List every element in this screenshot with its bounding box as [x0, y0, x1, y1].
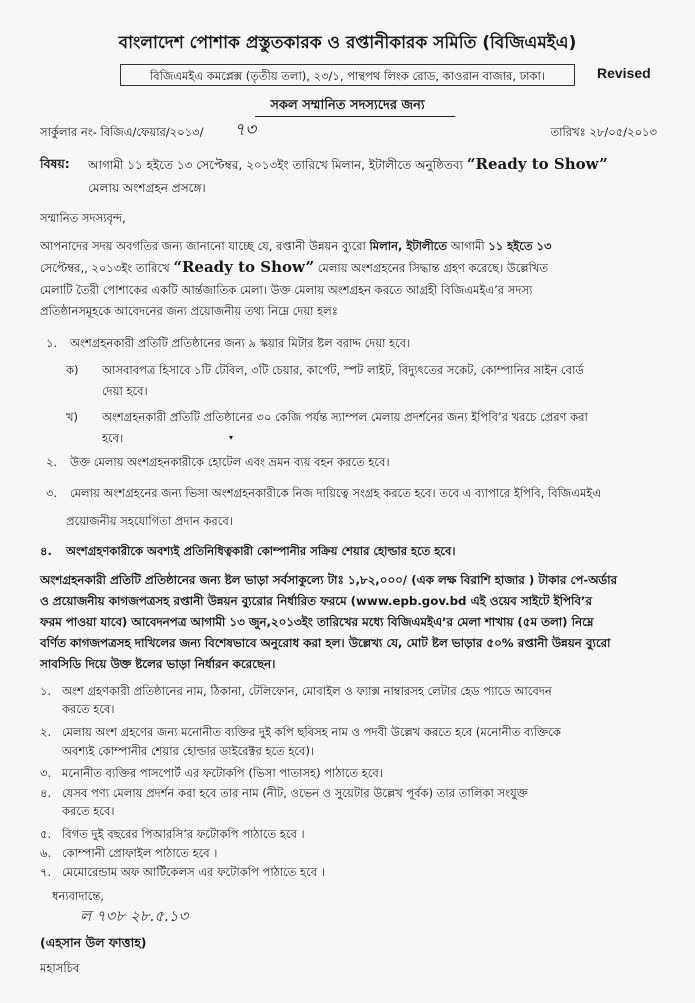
circular-date: তারিখঃ ২৮/০৫/২০১৩ — [550, 125, 657, 139]
signatory-designation: মহাসচিব — [40, 961, 80, 975]
list-item-number: খ) — [66, 410, 79, 424]
document-list-number: ৩. — [40, 766, 52, 780]
intro-line-1 — [40, 236, 551, 256]
document-list-number: ৭. — [40, 865, 52, 879]
list-item: অংশগ্রহনকারী প্রতিটি প্রতিষ্ঠানের জন্য ৯ স্কয়ার মিটার ষ্টল বরাদ্দ দেয়া হবে। — [70, 336, 411, 350]
intro-text: মেলায় অংশগ্রহনের সিদ্ধান্ত গ্রহণ করেছে। উল্লেখিত — [317, 261, 549, 275]
handwritten-signature: ল ৭৩৮ ২৮.৫.১৩ — [80, 907, 189, 925]
list-item-number: ২. — [46, 455, 58, 469]
intro-dates: ১১ হইতে ১৩ — [488, 239, 552, 253]
document-list-number: ৬. — [40, 846, 52, 860]
list-item-number: ক) — [66, 363, 79, 377]
list-item: অংশগ্রহণকারীকে অবশ্যই প্রতিনিধিত্বকারী কোম্পানীর সক্রিয় শেয়ার হোল্ডার হতে হবে। — [66, 544, 456, 558]
subject-line — [88, 154, 608, 175]
list-item-cont: দেয়া হবে। — [102, 384, 148, 398]
subject-text: আগামী ১১ হইতে ১৩ সেপ্টেম্বর, ২০১৩ইং তারিখে মিলান, ইটালীতে অনুষ্ঠিতব্য — [88, 158, 464, 172]
audience-underline — [255, 116, 455, 117]
intro-event-name: “Ready to Show” — [173, 258, 315, 276]
fee-paragraph-line: অংশগ্রহনকারী প্রতিটি প্রতিষ্ঠানের জন্য ষ্টল ভাড়া সর্বসাকুল্যে টাঃ ১,৮২,০০০/ (এক লক্ষ বিরাশি হাজার ) টাকার পে-অর্ডার — [40, 573, 618, 587]
fee-paragraph-line: ও প্রয়োজনীয় কাগজপত্রসহ রপ্তানী উন্নয়ন ব্যুরোর নির্ধারিত ফরমে (www.epb.gov.bd এই ওয়েব সাইটে ইপিবি’র — [40, 594, 592, 608]
intro-line-2 — [40, 257, 548, 278]
document-list-item: অংশ গ্রহণকারী প্রতিষ্ঠানের নাম, ঠিকানা, টেলিফোন, মোবাইল ও ফ্যাক্স নাম্বারসহ লেটার হেড প্যাডে আবেদন — [62, 684, 552, 698]
document-list-cont: অবশ্যই কোম্পানীর শেয়ার হোল্ডার ডাইরেক্টর হতে হবে)। — [62, 744, 315, 758]
audience-heading: সকল সম্মানিত সদস্যদের জন্য — [270, 98, 425, 113]
fee-paragraph-line: ফরম পাওয়া যাবে) আবেদনপত্র আগামী ১৩ জুন,২০১৩ইং তারিখের মধ্যে বিজিএমইএ’র মেলা শাখায় (৫ম তলা) নিম্নে — [40, 615, 594, 629]
subject-label: বিষয়: — [40, 156, 70, 171]
list-item-number: ৩. — [46, 486, 58, 500]
document-list-number: ৪. — [40, 786, 52, 800]
stray-mark-icon: ▾ — [229, 433, 234, 442]
intro-text: আগামী — [450, 239, 485, 253]
document-list-number: ৫. — [40, 827, 52, 841]
document-list-item: মনোনীত ব্যক্তির পাসপোর্ট এর ফটোকপি (ভিসা পাতাসহ) পাঠাতে হবে। — [62, 766, 383, 780]
intro-text: আপনাদের সদয় অবগতির জন্য জানানো যাচ্ছে যে, রপ্তানী উন্নয়ন ব্যুরো — [40, 239, 366, 253]
intro-line-3: মেলাটি তৈরী পোশাকের একটি আর্ন্তজাতিক মেলা। উক্ত মেলায় অংশগ্রহন করতে আগ্রহী বিজিএমইএ’র সদস্য — [40, 283, 533, 297]
list-item-number: ১. — [46, 336, 58, 350]
intro-text: সেপ্টেম্বর,, ২০১৩ইং তারিখে — [40, 261, 170, 275]
fee-paragraph-line: বর্ণিত কাগজপত্রসহ দাখিলের জন্য বিশেষভাবে অনুরোধ করা হল। উল্লেখ্য যে, মোট ষ্টল ভাড়ার ৫০% রপ্তানী উন্নয়ন ব্যুরো — [40, 636, 611, 650]
organization-address: বিজিএমইএ কমপ্লেক্স (তৃতীয় তলা), ২৩/১, পান্থপথ লিংক রোড, কাওরান বাজার, ঢাকা। — [120, 64, 575, 86]
intro-venue: মিলান, ইটালীতে — [369, 239, 448, 253]
organization-title: বাংলাদেশ পোশাক প্রস্তুতকারক ও রপ্তানীকারক সমিতি (বিজিএমইএ) — [118, 33, 577, 53]
document-list-item: মেলায় অংশ গ্রহণের জন্য মনোনীত ব্যক্তির দুই কপি ছবিসহ নাম ও পদবী উল্লেখ করতে হবে (মনোনীত ব্যক্তিকে — [62, 725, 561, 739]
document-list-item: যেসব পণ্য মেলায় প্রদর্শন করা হবে তার নাম (নীট, ওভেন ও সুয়েটার উল্লেখ পূর্বক) তার তালিকা সংযুক্ত — [62, 786, 528, 800]
handwritten-circular-number: ৭৩ — [234, 120, 257, 140]
document-list-item: বিগত দুই বছরের পিআরসি’র ফটোকপি পাঠাতে হবে । — [62, 827, 305, 841]
signatory-name: (এহসান উল ফাত্তাহ) — [40, 935, 147, 950]
list-item: আসবাবপত্র হিসাবে ১টি টেবিল, ৩টি চেয়ার, কার্পেট, স্পট লাইট, বিদ্যুৎতের সকেট, কোম্পানির সাইন বোর্ড — [102, 363, 584, 377]
document-list-cont: করতে হবে। — [62, 702, 115, 716]
document-list-item: কোম্পানী প্রোফাইল পাঠাতে হবে । — [62, 846, 218, 860]
document-list-cont: করতে হবে। — [62, 804, 115, 818]
list-item-cont: প্রয়োজনীয় সহযোগিতা প্রদান করবে। — [66, 514, 233, 528]
document-list-number: ২. — [40, 725, 52, 739]
subject-line-2: মেলায় অংশগ্রহন প্রসঙ্গে। — [88, 181, 206, 195]
closing-thanks: ধন্যবাদান্তে, — [52, 889, 104, 903]
revised-stamp: Revised — [597, 65, 651, 81]
document-list-item: মেমোরেন্ডাম অফ আর্টিকেলস এর ফটোকপি পাঠাতে হবে । — [62, 865, 325, 879]
circular-number: সার্কুলার নং- বিজিএ/ফেয়ার/২০১৩/ — [40, 125, 204, 139]
salutation: সম্মানিত সদস্যবৃন্দ, — [40, 211, 126, 225]
list-item-cont: হবে। — [102, 431, 124, 445]
fee-paragraph-line: সাবসিডি দিয়ে উক্ত ষ্টলের ভাড়া নির্ধারন করেছেন। — [40, 657, 276, 671]
intro-line-4: প্রতিষ্ঠানসমূহকে আবেদনের জন্য প্রয়োজনীয় তথ্য নিম্নে দেয়া হলঃ — [40, 304, 338, 318]
list-item-number: ৪. — [40, 544, 52, 558]
list-item: মেলায় অংশগ্রহনের জন্য ভিসা অংশগ্রহনকারীকে নিজ দায়িত্বে সংগ্রহ করতে হবে। তবে এ ব্যাপারে ইপিবি, বিজিএমইএ — [70, 486, 602, 500]
list-item: অংশগ্রহনকারী প্রতিটি প্রতিষ্ঠানের ৩০ কেজি পর্যন্ত স্যাম্পল মেলায় প্রদর্শনের জন্য ইপিবি’র খরচে প্রেরণ করা — [102, 410, 588, 424]
document-list-number: ১. — [40, 684, 52, 698]
list-item: উক্ত মেলায় অংশগ্রহনকারীকে হোটেল এবং ভ্রমন ব্যয় বহন করতে হবে। — [70, 455, 390, 469]
subject-event-name: “Ready to Show” — [466, 155, 608, 173]
